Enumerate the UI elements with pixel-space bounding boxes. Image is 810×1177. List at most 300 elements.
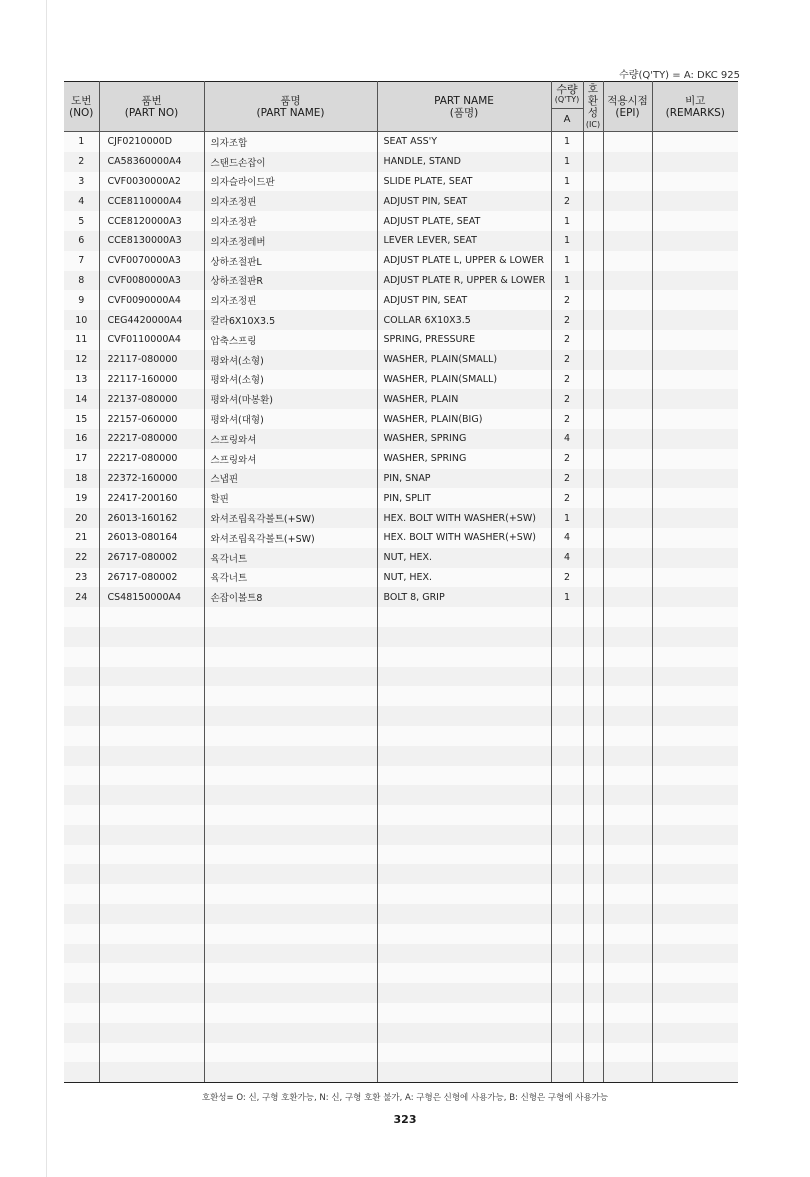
interchangeability-cell [583,310,603,330]
interchangeability-cell [583,746,603,766]
header-interchangeability [583,82,603,132]
interchangeability-cell [583,983,603,1003]
empty-table-row [64,607,738,627]
remarks-cell [652,845,738,865]
table-row [64,251,738,271]
epi-cell [603,627,652,647]
epi-cell [603,766,652,786]
part-name-korean: 스프링와셔 [204,429,377,449]
remarks-cell [652,290,738,310]
epi-cell [603,1043,652,1063]
epi-cell [603,330,652,350]
row-number [64,884,99,904]
remarks-cell [652,746,738,766]
part-name-korean [204,627,377,647]
table-row [64,488,738,508]
header-qty-ko: 수량 [556,83,578,96]
remarks-cell [652,172,738,192]
row-number: 1 [64,132,99,152]
remarks-cell [652,1003,738,1023]
header-part-no-ko: 품번 [141,94,162,107]
interchangeability-cell [583,706,603,726]
empty-table-row [64,627,738,647]
interchangeability-cell [583,488,603,508]
part-name-english [377,924,551,944]
table-row [64,587,738,607]
interchangeability-cell [583,1043,603,1063]
quantity-model-note: 수량(Q'TY) = A: DKC 925 [619,70,740,81]
remarks-cell [652,904,738,924]
header-ic-char-2: 환 [587,94,599,107]
epi-cell [603,746,652,766]
epi-cell [603,904,652,924]
remarks-cell [652,310,738,330]
table-row [64,528,738,548]
quantity-a: 1 [551,211,583,231]
part-name-english: ADJUST PLATE, SEAT [377,211,551,231]
empty-table-row [64,944,738,964]
epi-cell [603,191,652,211]
part-number: CVF0110000A4 [99,330,204,350]
epi-cell [603,864,652,884]
part-name-english [377,944,551,964]
interchangeability-cell [583,508,603,528]
quantity-a [551,607,583,627]
row-number: 2 [64,152,99,172]
part-name-korean [204,825,377,845]
table-row [64,290,738,310]
table-row [64,132,738,152]
epi-cell [603,568,652,588]
part-number: 26013-080164 [99,528,204,548]
part-name-korean [204,864,377,884]
part-number [99,607,204,627]
part-name-korean [204,983,377,1003]
interchangeability-cell [583,766,603,786]
interchangeability-cell [583,944,603,964]
row-number: 16 [64,429,99,449]
part-name-korean: 의자조정레버 [204,231,377,251]
row-number [64,746,99,766]
quantity-a: 1 [551,152,583,172]
row-number [64,983,99,1003]
row-number: 8 [64,271,99,291]
part-number [99,805,204,825]
part-name-english [377,627,551,647]
part-number: 26717-080002 [99,548,204,568]
empty-table-row [64,785,738,805]
part-name-english [377,904,551,924]
empty-table-row [64,706,738,726]
part-name-english [377,963,551,983]
row-number [64,963,99,983]
remarks-cell [652,686,738,706]
interchangeability-cell [583,785,603,805]
epi-cell [603,963,652,983]
part-number: 22117-080000 [99,350,204,370]
header-quantity-col-a: A [551,109,583,132]
quantity-a [551,706,583,726]
part-name-korean: 평와셔(소형) [204,350,377,370]
part-name-english [377,647,551,667]
row-number [64,647,99,667]
remarks-cell [652,231,738,251]
part-name-korean [204,1043,377,1063]
epi-cell [603,944,652,964]
interchangeability-cell [583,370,603,390]
row-number: 10 [64,310,99,330]
interchangeability-cell [583,152,603,172]
epi-cell [603,983,652,1003]
part-name-korean [204,726,377,746]
part-name-korean [204,647,377,667]
row-number: 3 [64,172,99,192]
epi-cell [603,152,652,172]
row-number [64,785,99,805]
remarks-cell [652,647,738,667]
row-number: 14 [64,389,99,409]
quantity-a: 1 [551,271,583,291]
remarks-cell [652,528,738,548]
part-number: 26013-160162 [99,508,204,528]
part-name-korean: 손잡이볼트8 [204,587,377,607]
part-name-english: WASHER, PLAIN(SMALL) [377,350,551,370]
table-row [64,548,738,568]
row-number: 20 [64,508,99,528]
quantity-a [551,864,583,884]
epi-cell [603,924,652,944]
quantity-a: 1 [551,587,583,607]
empty-table-row [64,686,738,706]
row-number: 22 [64,548,99,568]
remarks-cell [652,944,738,964]
part-name-korean: 평와셔(소형) [204,370,377,390]
interchangeability-footnote: 호환성= O: 신, 구형 호환가능, N: 신, 구형 호환 불가, A: 구형은 신형에 사용가능, B: 신형은 구형에 사용가능 [201,1093,609,1103]
part-number [99,1043,204,1063]
interchangeability-cell [583,647,603,667]
part-name-english: PIN, SNAP [377,469,551,489]
part-number: CS48150000A4 [99,587,204,607]
part-name-korean: 할핀 [204,488,377,508]
part-name-korean [204,1023,377,1043]
table-row [64,508,738,528]
part-number: 22117-160000 [99,370,204,390]
interchangeability-cell [583,132,603,152]
epi-cell [603,647,652,667]
empty-table-row [64,1062,738,1082]
remarks-cell [652,568,738,588]
quantity-a [551,1023,583,1043]
page-edge-line [46,0,47,1177]
part-number: CA58360000A4 [99,152,204,172]
quantity-a: 2 [551,449,583,469]
table-row [64,350,738,370]
part-name-korean: 스탠드손잡이 [204,152,377,172]
part-name-english: WASHER, PLAIN(BIG) [377,409,551,429]
part-name-english: ADJUST PIN, SEAT [377,191,551,211]
part-name-korean [204,944,377,964]
quantity-a: 2 [551,488,583,508]
quantity-a: 2 [551,568,583,588]
interchangeability-cell [583,726,603,746]
header-epi-en: (EPI) [615,106,640,119]
header-part-no [99,82,204,132]
part-name-korean: 의자조정핀 [204,290,377,310]
header-no-ko: 도번 [71,94,92,107]
remarks-cell [652,132,738,152]
part-number: CVF0030000A2 [99,172,204,192]
part-name-korean [204,746,377,766]
quantity-a [551,1062,583,1082]
row-number [64,924,99,944]
part-number [99,944,204,964]
part-name-english: SLIDE PLATE, SEAT [377,172,551,192]
quantity-a: 1 [551,508,583,528]
remarks-cell [652,488,738,508]
remarks-cell [652,409,738,429]
remarks-cell [652,271,738,291]
interchangeability-cell [583,884,603,904]
empty-table-row [64,963,738,983]
interchangeability-cell [583,469,603,489]
part-name-korean: 압축스프링 [204,330,377,350]
epi-cell [603,845,652,865]
table-row [64,231,738,251]
part-name-korean [204,884,377,904]
part-number [99,1003,204,1023]
header-ic-char-3: 성 [587,106,599,119]
part-number [99,647,204,667]
header-part-name-en: (PART NAME) [256,106,325,119]
part-number [99,963,204,983]
epi-cell [603,370,652,390]
part-name-english [377,686,551,706]
epi-cell [603,389,652,409]
part-name-english [377,766,551,786]
part-name-english: WASHER, PLAIN(SMALL) [377,370,551,390]
part-name-korean [204,845,377,865]
remarks-cell [652,825,738,845]
part-name-korean [204,1062,377,1082]
part-name-english: COLLAR 6X10X3.5 [377,310,551,330]
empty-table-row [64,1003,738,1023]
empty-table-row [64,726,738,746]
part-name-english [377,1062,551,1082]
interchangeability-cell [583,924,603,944]
epi-cell [603,1023,652,1043]
quantity-a: 4 [551,429,583,449]
interchangeability-cell [583,191,603,211]
header-part-no-en: (PART NO) [124,106,179,119]
empty-table-row [64,766,738,786]
row-number [64,726,99,746]
epi-cell [603,1062,652,1082]
table-row [64,449,738,469]
part-name-korean [204,686,377,706]
empty-table-row [64,864,738,884]
header-part-name-ko: 품명 [280,94,301,107]
remarks-cell [652,389,738,409]
remarks-cell [652,766,738,786]
header-epi-ko: 적용시점 [607,94,648,107]
header-part-name [204,82,377,132]
row-number: 17 [64,449,99,469]
row-number [64,904,99,924]
part-name-english [377,884,551,904]
row-number: 6 [64,231,99,251]
part-number: CCE8120000A3 [99,211,204,231]
quantity-a [551,627,583,647]
row-number [64,627,99,647]
part-name-english [377,845,551,865]
remarks-cell [652,726,738,746]
part-name-english [377,667,551,687]
remarks-cell [652,587,738,607]
row-number: 15 [64,409,99,429]
interchangeability-cell [583,627,603,647]
remarks-cell [652,627,738,647]
quantity-a [551,963,583,983]
quantity-a: 2 [551,370,583,390]
interchangeability-cell [583,350,603,370]
epi-cell [603,667,652,687]
part-name-english [377,726,551,746]
table-row [64,330,738,350]
remarks-cell [652,1043,738,1063]
empty-table-row [64,845,738,865]
interchangeability-cell [583,1023,603,1043]
remarks-cell [652,370,738,390]
empty-table-row [64,1023,738,1043]
epi-cell [603,686,652,706]
empty-table-row [64,667,738,687]
part-name-korean: 와셔조립육각볼트(+SW) [204,528,377,548]
part-number: 26717-080002 [99,568,204,588]
epi-cell [603,449,652,469]
interchangeability-cell [583,845,603,865]
table-body [64,132,738,1083]
row-number: 21 [64,528,99,548]
epi-cell [603,409,652,429]
table-row [64,568,738,588]
header-remarks [652,82,738,132]
part-number: CCE8110000A4 [99,191,204,211]
quantity-a: 1 [551,231,583,251]
part-name-english [377,805,551,825]
part-number: CVF0070000A3 [99,251,204,271]
epi-cell [603,825,652,845]
part-number [99,904,204,924]
interchangeability-cell [583,231,603,251]
empty-table-row [64,983,738,1003]
epi-cell [603,350,652,370]
part-name-korean [204,924,377,944]
part-number [99,924,204,944]
quantity-a: 1 [551,132,583,152]
part-name-english: ADJUST PIN, SEAT [377,290,551,310]
part-number: CVF0090000A4 [99,290,204,310]
empty-table-row [64,924,738,944]
part-number: 22137-080000 [99,389,204,409]
interchangeability-cell [583,429,603,449]
part-name-english: WASHER, PLAIN [377,389,551,409]
interchangeability-cell [583,667,603,687]
part-number: CJF0210000D [99,132,204,152]
part-number: 22217-080000 [99,429,204,449]
part-name-korean [204,904,377,924]
quantity-a: 4 [551,528,583,548]
quantity-a [551,904,583,924]
part-name-english: HEX. BOLT WITH WASHER(+SW) [377,508,551,528]
quantity-a [551,726,583,746]
row-number: 24 [64,587,99,607]
quantity-a: 2 [551,330,583,350]
part-name-english [377,746,551,766]
part-number [99,746,204,766]
interchangeability-cell [583,449,603,469]
part-name-korean: 의자조합 [204,132,377,152]
part-name-english [377,983,551,1003]
remarks-cell [652,805,738,825]
quantity-a: 2 [551,469,583,489]
quantity-a [551,825,583,845]
part-number [99,983,204,1003]
interchangeability-cell [583,1062,603,1082]
interchangeability-cell [583,1003,603,1023]
part-number [99,686,204,706]
quantity-a: 2 [551,191,583,211]
interchangeability-cell [583,528,603,548]
epi-cell [603,290,652,310]
remarks-cell [652,449,738,469]
row-number [64,1043,99,1063]
quantity-a [551,667,583,687]
header-quantity [551,82,583,109]
page-number: 323 [393,1113,417,1126]
interchangeability-cell [583,904,603,924]
remarks-cell [652,211,738,231]
row-number: 9 [64,290,99,310]
header-ic-char-1: 호 [587,82,599,95]
interchangeability-cell [583,587,603,607]
epi-cell [603,785,652,805]
part-name-korean [204,805,377,825]
quantity-a [551,983,583,1003]
table-row [64,429,738,449]
part-number [99,825,204,845]
header-no-en: (NO) [69,106,94,119]
remarks-cell [652,963,738,983]
row-number: 23 [64,568,99,588]
remarks-cell [652,330,738,350]
part-name-korean [204,706,377,726]
part-name-korean [204,667,377,687]
part-name-english: NUT, HEX. [377,568,551,588]
quantity-a [551,686,583,706]
interchangeability-cell [583,686,603,706]
row-number [64,825,99,845]
remarks-cell [652,429,738,449]
part-name-english: PIN, SPLIT [377,488,551,508]
part-name-english: NUT, HEX. [377,548,551,568]
part-number [99,726,204,746]
part-name-english: HANDLE, STAND [377,152,551,172]
row-number: 7 [64,251,99,271]
table-row [64,271,738,291]
table-row [64,152,738,172]
part-number [99,884,204,904]
empty-table-row [64,1043,738,1063]
